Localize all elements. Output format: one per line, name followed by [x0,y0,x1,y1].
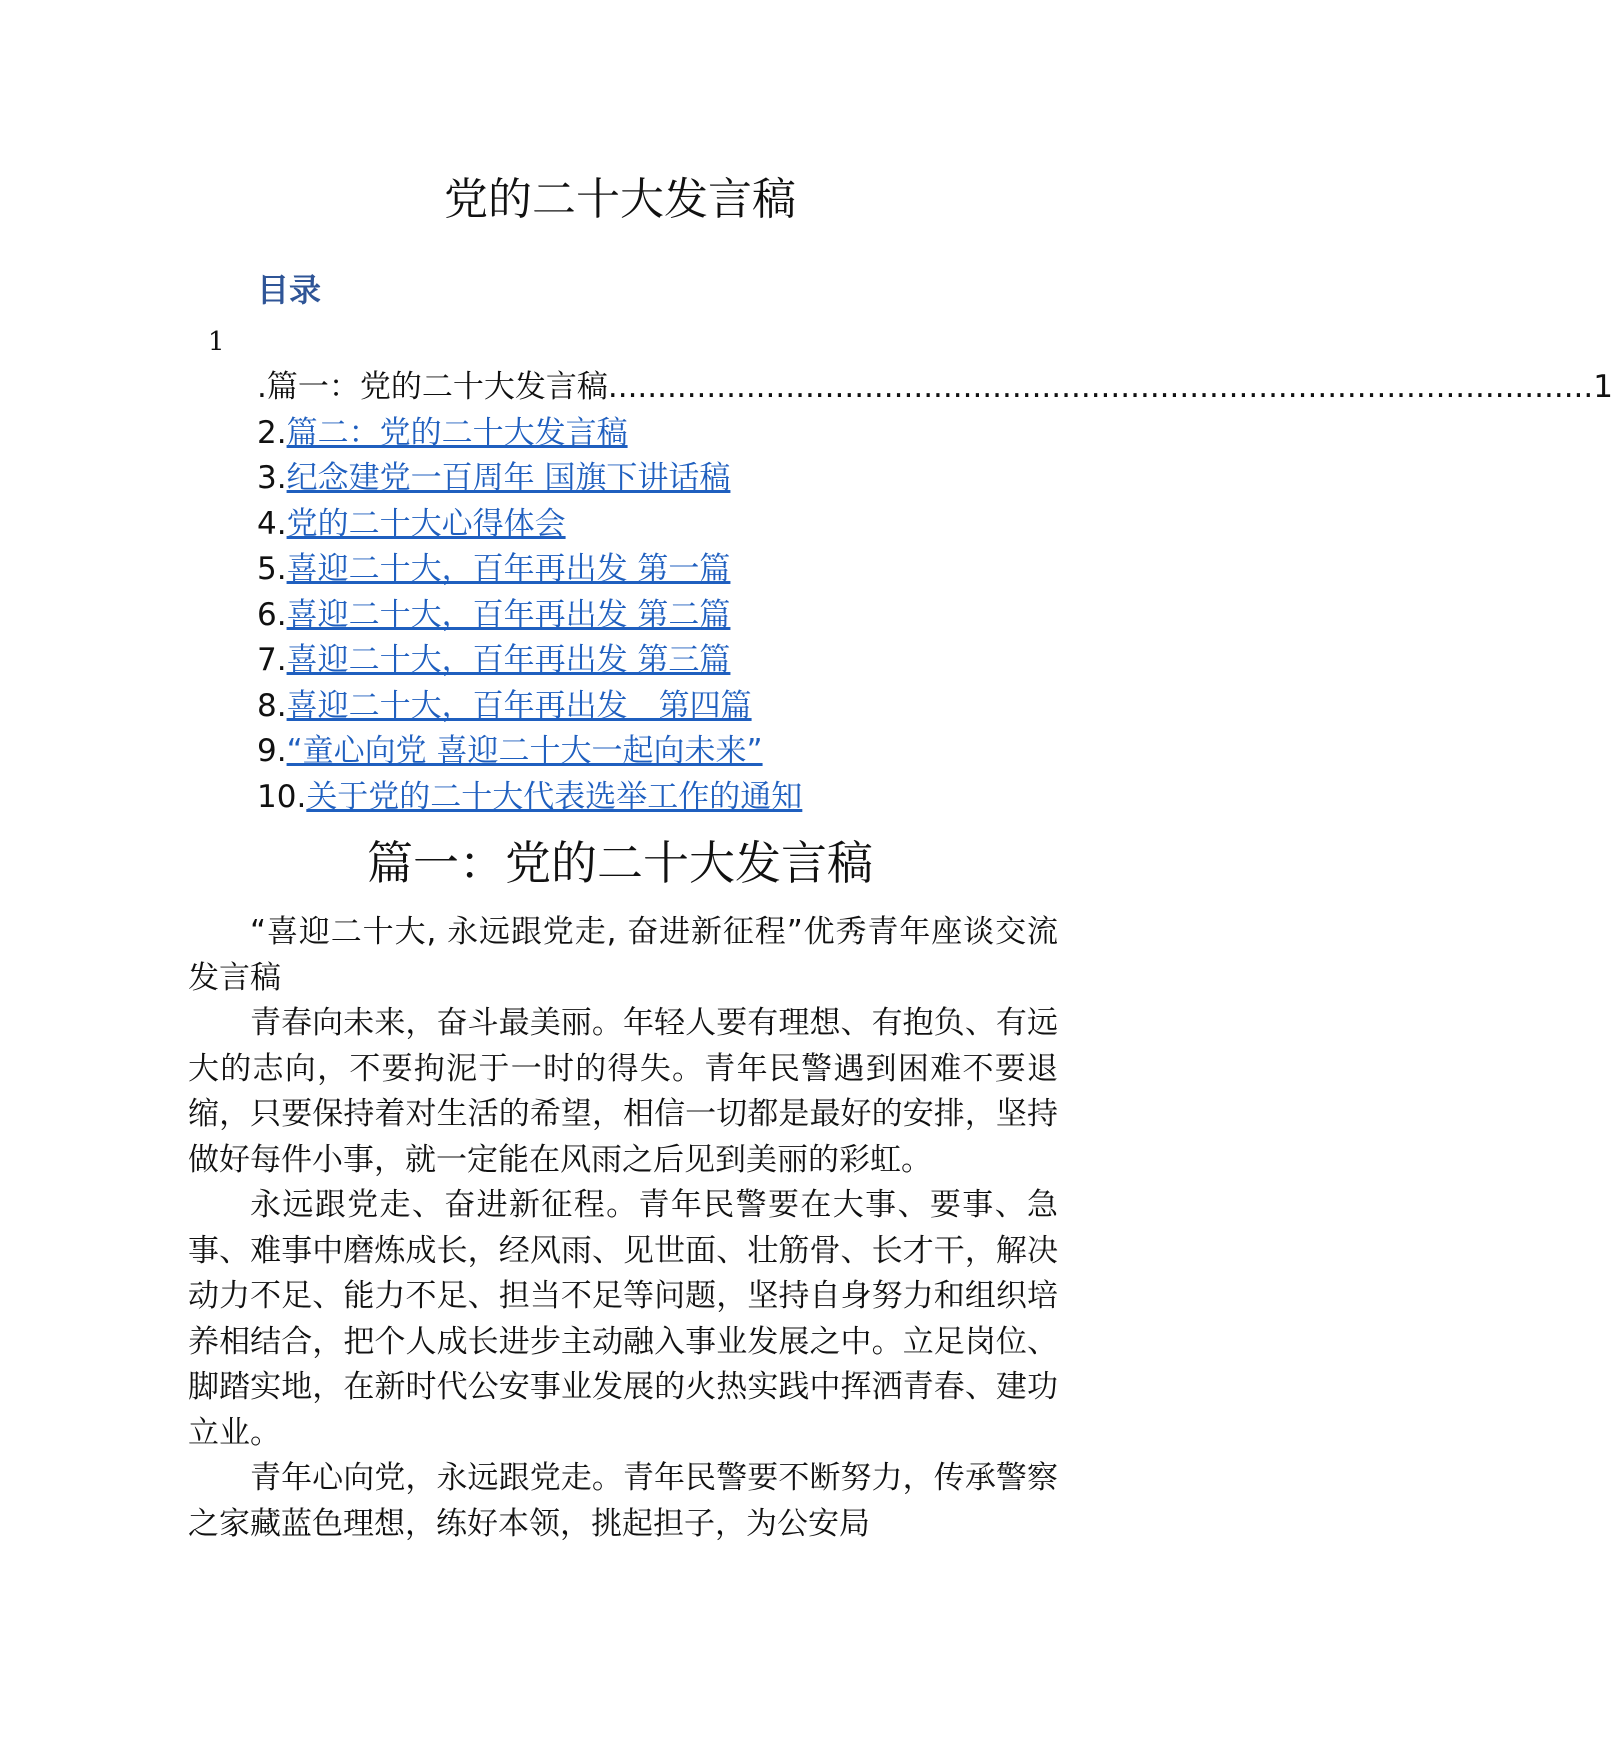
toc-link[interactable]: 纪念建党一百周年 国旗下讲话稿 [286,460,731,496]
toc-entry-number: 8. [257,687,287,724]
toc-entry-2 [257,411,1057,457]
toc-link[interactable]: 喜迎二十大，百年再出发 第三篇 [286,642,731,678]
toc-entry-9 [257,729,1057,775]
toc-entry-number: 7. [257,642,287,678]
toc-link[interactable]: 喜迎二十大，百年再出发 第四篇 [286,687,752,724]
toc-entry-number: 5. [257,551,287,587]
toc-entry-6 [257,593,1057,639]
toc-page-number: 1 [1593,369,1613,405]
section-title: 篇一：党的二十大发言稿 [367,836,873,890]
toc-entry-number: 10. [257,778,307,815]
paragraph: 永远跟党走、奋进新征程。青年民警要在大事、要事、急事、难事中磨炼成长，经风雨、见世面、壮筋骨、长才干，解决动力不足、能力不足、担当不足等问题，坚持自身努力和组织培养相结合，把个人成长进步主动融入事业发展之中。立足岗位、脚踏实地，在新时代公安事业发展的火热实践中挥洒青春、建功立业。 [188,1187,1058,1451]
toc-link[interactable]: 篇二：党的二十大发言稿 [286,414,628,451]
toc-entry-number: 3. [257,460,287,496]
toc-entry-4 [257,502,1057,548]
toc-link[interactable]: 党的二十大心得体会 [286,505,566,542]
paragraph: “喜迎二十大, 永远跟党走, 奋进新征程”优秀青年座谈交流发言稿 [188,914,1058,996]
document-title: 党的二十大发言稿 [444,174,796,225]
toc-entry-5 [257,547,1057,593]
toc-link[interactable]: “童心向党 喜迎二十大一起向未来” [286,733,763,769]
toc-list [257,365,1613,820]
toc-heading: 目录 [257,271,322,309]
toc-link[interactable]: 关于党的二十大代表选举工作的通知 [306,778,803,815]
toc-entry-number: 6. [257,596,287,633]
toc-entry-number: 2. [257,414,287,451]
paragraph: 青年心向党，永远跟党走。青年民警要不断努力，传承警察之家藏蓝色理想，练好本领，挑起担子，为公安局 [188,1460,1058,1542]
toc-entry-3 [257,456,1057,502]
toc-entry-8 [257,684,1057,730]
toc-entry-label: .篇一：党的二十大发言稿 [257,369,608,405]
toc-entry-7 [257,638,1057,684]
toc-link[interactable]: 喜迎二十大，百年再出发 第二篇 [286,596,731,633]
toc-entry-1[interactable] [257,365,1613,411]
toc-link[interactable]: 喜迎二十大，百年再出发 第一篇 [286,551,731,587]
toc-entry-10 [257,775,1057,821]
section-body [188,910,1058,1547]
toc-entry-number: 4. [257,505,287,542]
toc-marker: 1 [208,327,225,357]
paragraph: 青春向未来，奋斗最美丽。年轻人要有理想、有抱负、有远大的志向，不要拘泥于一时的得失。青年民警遇到困难不要退缩，只要保持着对生活的希望，相信一切都是最好的安排，坚持做好每件小事，就一定能在风雨之后见到美丽的彩虹。 [188,1005,1058,1178]
toc-entry-number: 9. [257,733,287,769]
toc-dot-leader: .................................................................................................... [607,369,1594,405]
